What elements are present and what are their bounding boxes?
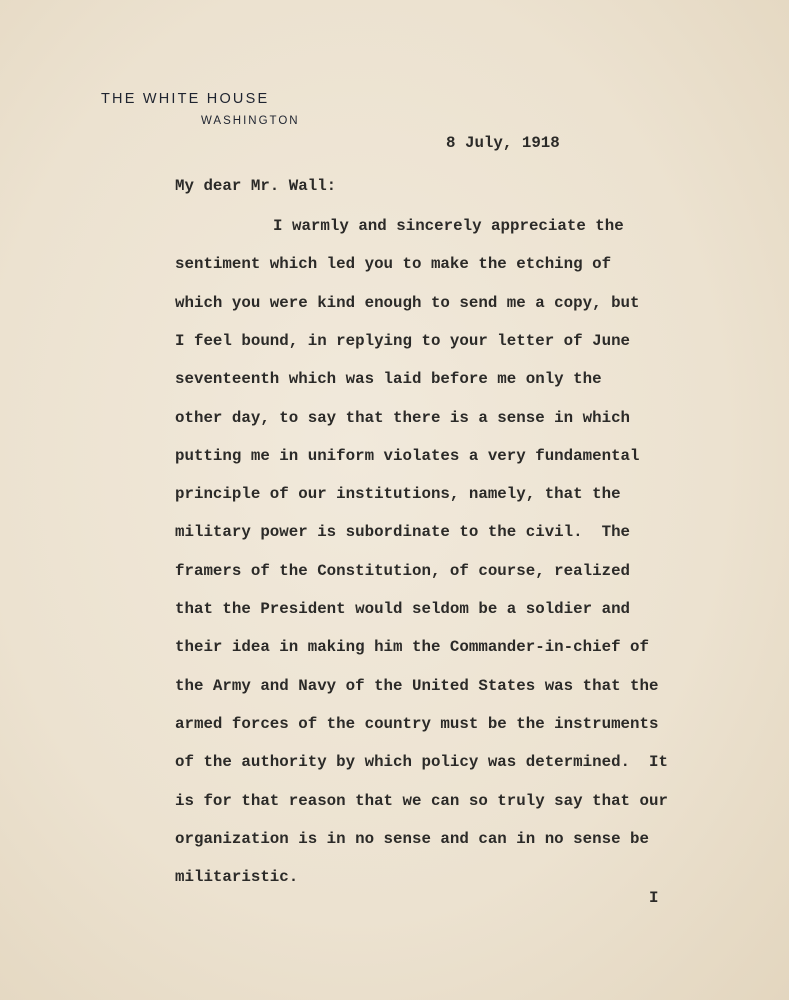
body-line: is for that reason that we can so truly say that our <box>175 791 668 810</box>
body-line: that the President would seldom be a soldier and <box>175 600 631 618</box>
body-line: I warmly and sincerely appreciate the <box>273 217 624 235</box>
body-line: armed forces of the country must be the instruments <box>175 714 659 733</box>
body-line: principle of our institutions, namely, that the <box>175 485 621 504</box>
body-line: other day, to say that there is a sense in which <box>175 408 631 427</box>
body-line: seventeenth which was laid before me only the <box>175 370 602 389</box>
body-line: their idea in making him the Commander-in-chief of <box>175 638 649 657</box>
letterhead-subtitle: WASHINGTON <box>201 115 300 127</box>
body-line: putting me in uniform violates a very fundamental <box>175 446 640 465</box>
body-line: of the authority by which policy was determined. It <box>175 753 668 772</box>
body-line: sentiment which led you to make the etching of <box>175 255 612 274</box>
body-line: which you were kind enough to send me a copy, but <box>175 293 640 312</box>
page-marker: I <box>649 889 659 907</box>
body-line: military power is subordinate to the civil. The <box>175 523 631 542</box>
body-line: militaristic. <box>175 868 299 887</box>
body-line: the Army and Navy of the United States was that the <box>175 676 659 695</box>
letterhead-title: THE WHITE HOUSE <box>101 91 270 107</box>
body-line: framers of the Constitution, of course, realized <box>175 561 631 580</box>
body-line: I feel bound, in replying to your letter of June <box>175 331 631 350</box>
letter-date: 8 July, 1918 <box>446 134 560 152</box>
salutation: My dear Mr. Wall: <box>175 177 337 195</box>
body-line: organization is in no sense and can in no sense be <box>175 829 649 848</box>
